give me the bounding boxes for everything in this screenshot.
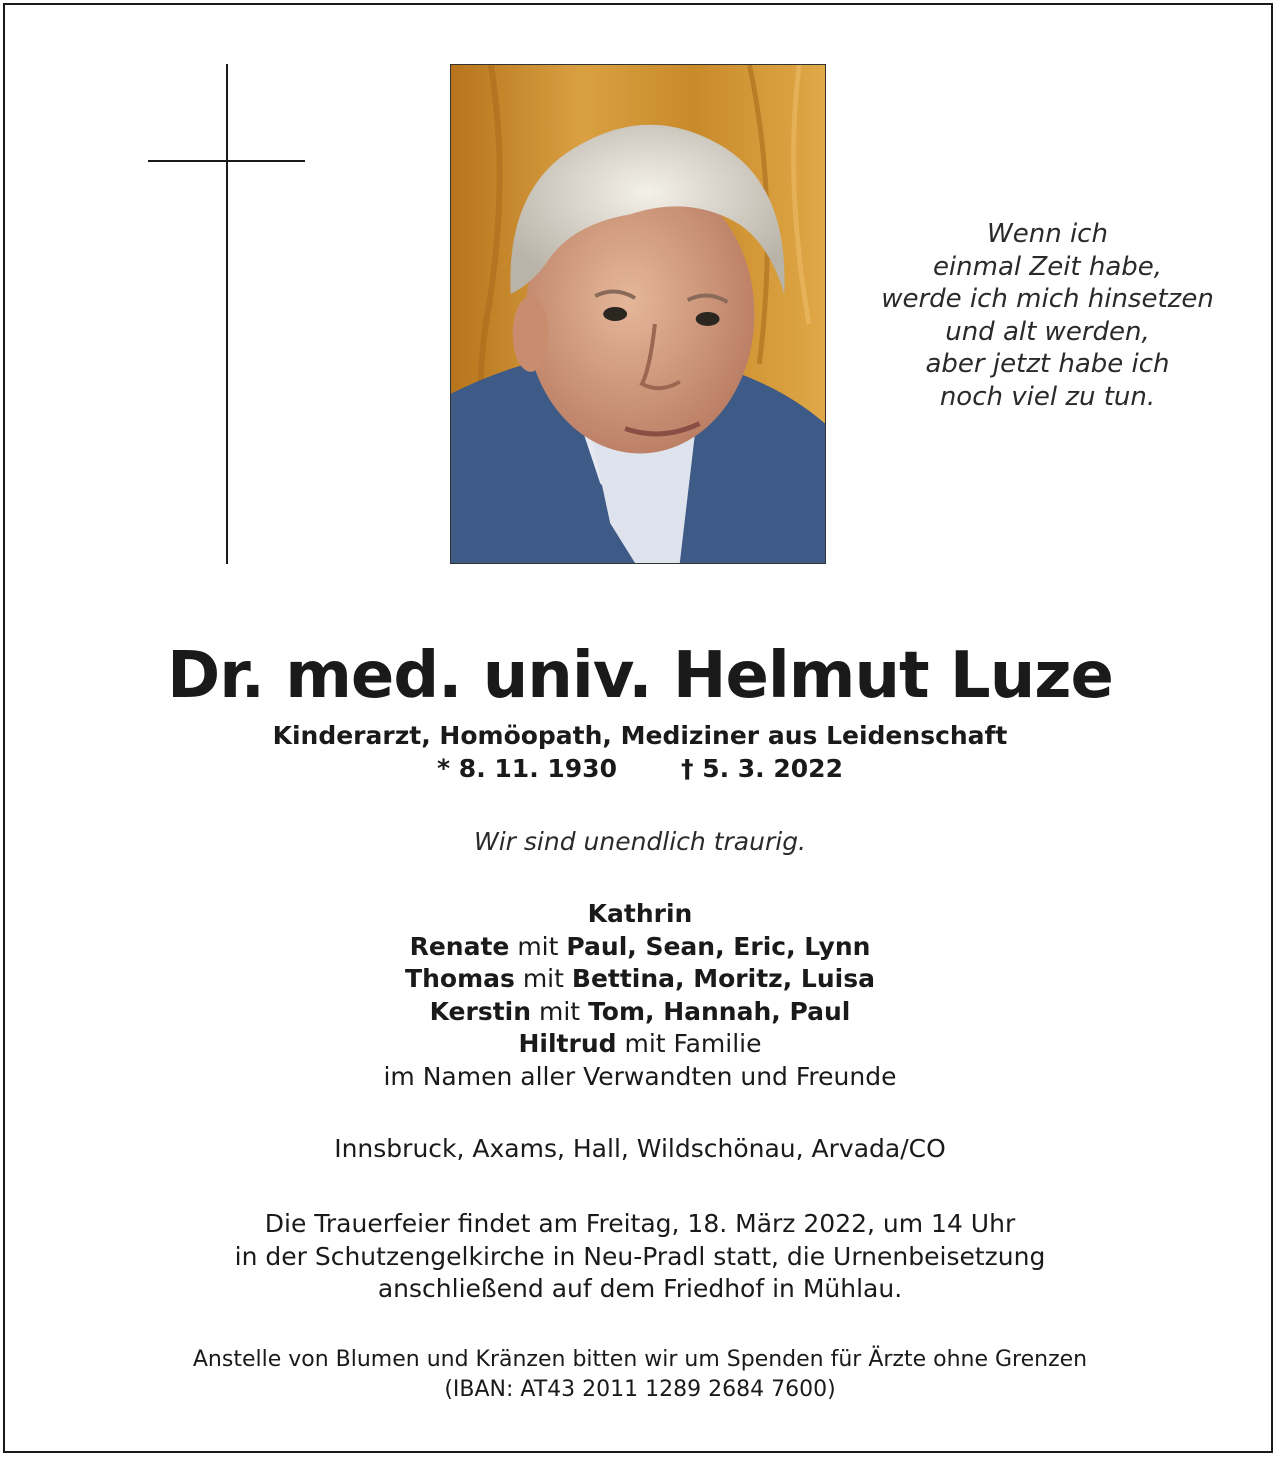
ceremony-info (0, 1208, 1280, 1306)
quote-line: einmal Zeit habe, (932, 251, 1163, 282)
deceased-subtitle: Kinderarzt, Homöopath, Mediziner aus Leidenschaft (272, 721, 1008, 750)
quote-line: und alt werden, (945, 316, 1150, 347)
ceremony-line: in der Schutzengelkirche in Neu-Pradl statt, die Urnenbeisetzung (234, 1241, 1046, 1271)
family-row (0, 1028, 1280, 1061)
family-row (0, 898, 1280, 931)
deceased-name: Dr. med. univ. Helmut Luze (167, 639, 1113, 713)
donation-iban: (IBAN: AT43 2011 1289 2684 7600) (444, 1377, 836, 1402)
quote-line: Wenn ich (987, 219, 1108, 249)
family-children: Bettina, Moritz, Luisa (571, 964, 875, 993)
family-name: Hiltrud (518, 1029, 617, 1058)
places-line: Innsbruck, Axams, Hall, Wildschönau, Arvada/CO (334, 1134, 946, 1163)
family-name: Renate (409, 931, 510, 961)
portrait-photo (450, 64, 826, 564)
quote-line: werde ich mich hinsetzen (881, 284, 1214, 314)
memorial-quote (860, 218, 1235, 413)
family-row (0, 963, 1280, 996)
ceremony-line: anschließend auf dem Friedhof in Mühlau. (377, 1274, 903, 1303)
birth-date: * 8. 11. 1930 (437, 754, 617, 783)
family-row (0, 996, 1280, 1029)
donation-info (0, 1345, 1280, 1405)
family-name: Kerstin (429, 996, 532, 1026)
family-list (0, 898, 1280, 1093)
family-children: Paul, Sean, Eric, Lynn (566, 931, 871, 961)
family-children: Tom, Hannah, Paul (588, 996, 851, 1026)
family-with: mit (539, 996, 581, 1026)
family-rest: mit Familie (624, 1029, 762, 1058)
family-name: Kathrin (587, 899, 693, 928)
family-name: Thomas (405, 964, 515, 993)
family-row (0, 931, 1280, 964)
ceremony-line: Die Trauerfeier findet am Freitag, 18. März 2022, um 14 Uhr (264, 1209, 1016, 1238)
quote-line: aber jetzt habe ich (925, 349, 1170, 379)
cross-icon (226, 64, 228, 564)
family-row: im Namen aller Verwandten und Freunde (383, 1061, 897, 1091)
donation-line: Anstelle von Blumen und Kränzen bitten wir um Spenden für Ärzte ohne Grenzen (192, 1347, 1088, 1372)
cross-icon-bar (148, 160, 305, 162)
family-with: mit (517, 931, 559, 961)
family-with: mit (522, 964, 564, 993)
death-date: † 5. 3. 2022 (680, 754, 843, 783)
mourning-line: Wir sind unendlich traurig. (473, 827, 807, 856)
quote-line: noch viel zu tun. (939, 381, 1156, 412)
life-dates (0, 753, 1280, 785)
